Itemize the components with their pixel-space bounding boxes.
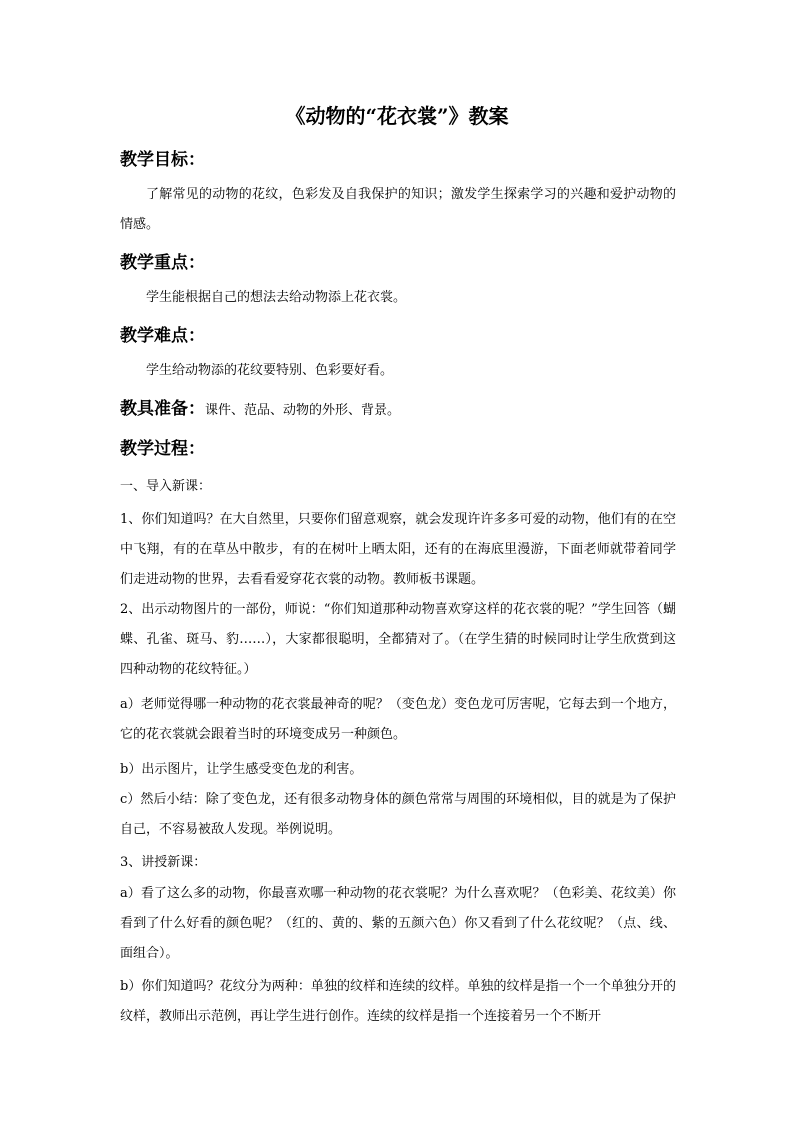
paragraph-difficulty: 学生给动物添的花纹要特别、色彩要好看。 (146, 363, 394, 378)
paragraph-teaching-goal: 了解常见的动物的花纹，色彩发及自我保护的知识；激发学生探索学习的兴趣和爱护动物的情感。 (120, 187, 676, 232)
document-title: 《动物的“花衣裳”》教案 (285, 104, 509, 128)
paragraph-process-intro: 一、导入新课： (120, 479, 212, 494)
heading-teaching-goal: 教学目标： (120, 150, 205, 170)
paragraph-process-2c: c）然后小结：除了变色龙，还有很多动物身体的颜色常常与周围的环境相似，目的就是为了保护自己，不容易被敌人发现。举例说明。 (120, 792, 676, 837)
heading-process: 教学过程： (120, 439, 205, 459)
paragraph-process-2a: a）老师觉得哪一种动物的花衣裳最神奇的呢？（变色龙）变色龙可厉害呢，它每去到一个地方，它的花衣裳就会跟着当时的环境变成另一种颜色。 (120, 697, 676, 742)
paragraph-process-2: 2、出示动物图片的一部份，师说：“你们知道那种动物喜欢穿这样的花衣裳的呢？”学生回答（蝴蝶、孔雀、斑马、豹……），大家都很聪明，全都猜对了。（在学生猜的时候同时让学生欣赏到这四种动物的花纹特征。） (120, 602, 676, 677)
heading-materials (120, 396, 400, 424)
heading-key-point: 教学重点： (120, 253, 205, 273)
materials-text: 课件、范品、动物的外形、背景。 (205, 403, 401, 418)
paragraph-key-point: 学生能根据自己的想法去给动物添上花衣裳。 (146, 290, 407, 305)
heading-materials-label: 教具准备： (120, 399, 205, 419)
heading-difficulty: 教学难点： (120, 326, 205, 346)
paragraph-process-1: 1、你们知道吗？在大自然里，只要你们留意观察，就会发现许许多多可爱的动物，他们有的在空中飞翔，有的在草丛中散步，有的在树叶上晒太阳，还有的在海底里漫游，下面老师就带着同学们走进动物的世界，去看看爱穿花衣裳的动物。教师板书课题。 (120, 512, 676, 587)
paragraph-process-3b: b）你们知道吗？花纹分为两种：单独的纹样和连续的纹样。单独的纹样是指一个一个单独分开的纹样，教师出示范例，再让学生进行创作。连续的纹样是指一个连接着另一个不断开 (120, 979, 676, 1024)
paragraph-process-3: 3、讲授新课： (120, 855, 207, 870)
paragraph-process-2b: b）出示图片，让学生感受变色龙的利害。 (120, 762, 363, 777)
paragraph-process-3a: a）看了这么多的动物，你最喜欢哪一种动物的花衣裳呢？为什么喜欢呢？（色彩美、花纹美）你看到了什么好看的颜色呢？（红的、黄的、紫的五颜六色）你又看到了什么花纹呢？（点、线、面组合）。 (120, 886, 676, 961)
